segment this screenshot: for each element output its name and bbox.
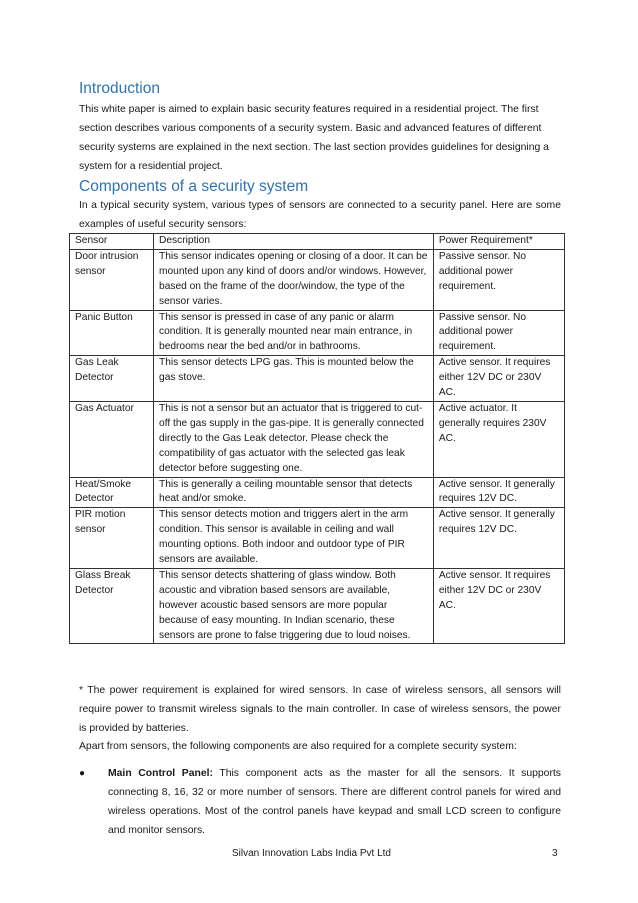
- table-row: [70, 356, 565, 402]
- bullet-body: This component acts as the master for all the sensors. It supports connecting 8, 16, 32 or more number of sensors. There are different control panels for wired and wireless operations. Most of the control panels have keypad and small LCD screen to configure and monitor sensors.: [108, 768, 561, 836]
- footnote-paragraph: * The power requirement is explained for wired sensors. In case of wireless sensors, all sensors will require power to transmit wireless signals to the main controller. In case of wireless sensors, the power is provided by batteries.: [79, 685, 561, 734]
- cell-power: Active sensor. It generally requires 12V DC.: [433, 477, 564, 508]
- cell-description: This sensor detects motion and triggers alert in the arm condition. This sensor is available in ceiling and wall mounting options. Both indoor and outdoor type of PIR sensors are available.: [154, 508, 434, 569]
- table-row: [70, 401, 565, 477]
- cell-description: This sensor detects shattering of glass window. Both acoustic and vibration based sensors are available, however acoustic based sensors are more popular because of easy mounting. In Indian scenario, these sensors are prone to false triggering due to loud noises.: [154, 568, 434, 644]
- apart-paragraph: Apart from sensors, the following components are also required for a complete security system:: [79, 741, 517, 752]
- cell-description: This sensor is pressed in case of any panic or alarm condition. It is generally mounted near main entrance, in bedrooms near the bed and/or in bathrooms.: [154, 310, 434, 356]
- table-header-row: [70, 234, 565, 250]
- table-row: [70, 310, 565, 356]
- cell-description: This sensor detects LPG gas. This is mounted below the gas stove.: [154, 356, 434, 402]
- sensor-table: [69, 233, 565, 644]
- table-row: [70, 249, 565, 310]
- footer-company: Silvan Innovation Labs India Pvt Ltd: [232, 848, 391, 859]
- cell-description: This is not a sensor but an actuator that is triggered to cut-off the gas supply in the gas-pipe. It is generally connected directly to the Gas Leak detector. Please check the compatibility of gas actuator with the selected gas leak detector before suggesting one.: [154, 401, 434, 477]
- cell-sensor: Gas Leak Detector: [70, 356, 154, 402]
- cell-sensor: Door intrusion sensor: [70, 249, 154, 310]
- components-paragraph: In a typical security system, various types of sensors are connected to a security panel. Here are some examples of useful security sensors:: [79, 200, 561, 230]
- intro-paragraph: This white paper is aimed to explain basic security features required in a residential project. The first section describes various components of a security system. Basic and advanced features of different security systems are explained in the next section. The last section provides guidelines for designing a system for a residential project.: [79, 104, 549, 172]
- cell-power: Passive sensor. No additional power requirement.: [433, 310, 564, 356]
- header-description: Description: [154, 234, 434, 250]
- header-power: Power Requirement*: [433, 234, 564, 250]
- table-row: [70, 568, 565, 644]
- table-row: [70, 508, 565, 569]
- intro-heading: Introduction: [79, 80, 160, 97]
- bullet-text: [108, 764, 561, 840]
- page-number: 3: [552, 848, 558, 859]
- bullet-title: Main Control Panel:: [108, 768, 213, 779]
- components-heading: Components of a security system: [79, 178, 309, 195]
- cell-power: Active sensor. It requires either 12V DC or 230V AC.: [433, 568, 564, 644]
- bullet-icon: ●: [79, 768, 86, 779]
- cell-sensor: PIR motion sensor: [70, 508, 154, 569]
- cell-power: Active sensor. It requires either 12V DC or 230V AC.: [433, 356, 564, 402]
- bullet-item: [79, 764, 561, 840]
- cell-sensor: Panic Button: [70, 310, 154, 356]
- cell-power: Passive sensor. No additional power requirement.: [433, 249, 564, 310]
- cell-power: Active actuator. It generally requires 230V AC.: [433, 401, 564, 477]
- header-sensor: Sensor: [70, 234, 154, 250]
- cell-description: This sensor indicates opening or closing of a door. It can be mounted upon any kind of doors and/or windows. However, based on the frame of the door/window, the type of the sensor varies.: [154, 249, 434, 310]
- table-row: [70, 477, 565, 508]
- cell-power: Active sensor. It generally requires 12V DC.: [433, 508, 564, 569]
- cell-description: This is generally a ceiling mountable sensor that detects heat and/or smoke.: [154, 477, 434, 508]
- cell-sensor: Heat/Smoke Detector: [70, 477, 154, 508]
- cell-sensor: Glass Break Detector: [70, 568, 154, 644]
- cell-sensor: Gas Actuator: [70, 401, 154, 477]
